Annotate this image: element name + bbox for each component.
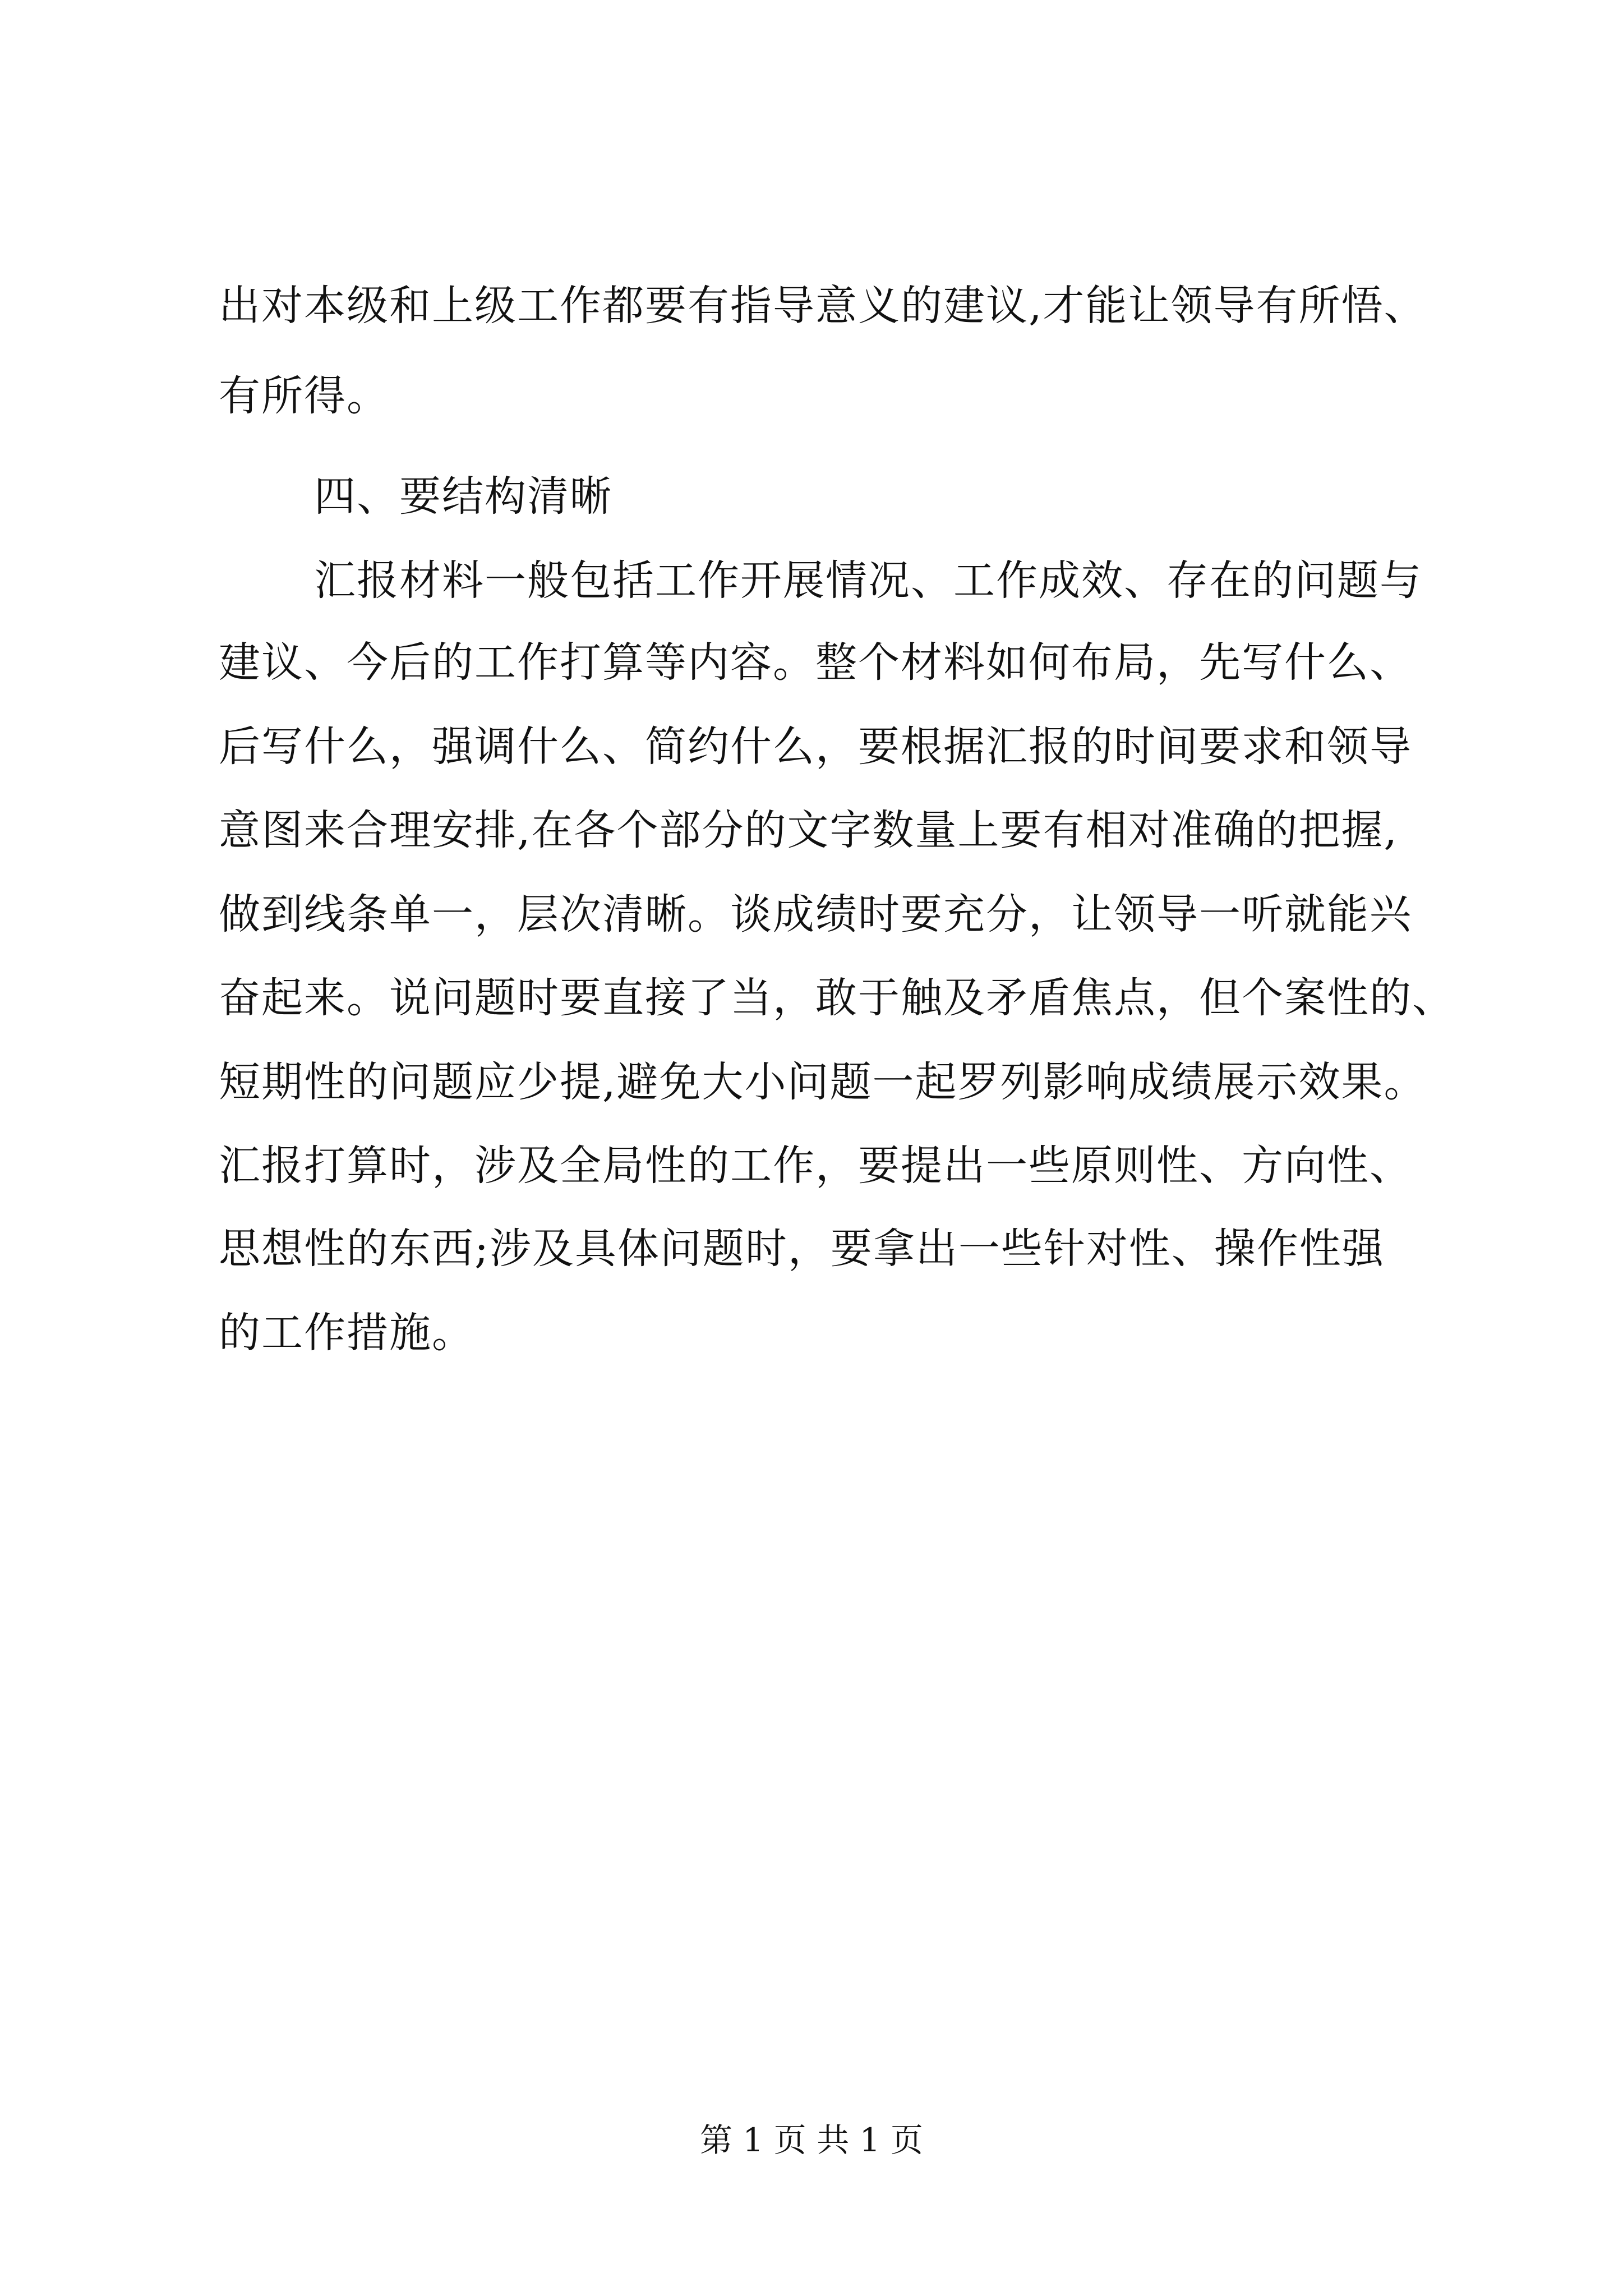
paragraph-line: 建议、今后的工作打算等内容。整个材料如何布局，先写什么、 [219,638,1412,687]
section-heading: 四、要结构清晰 [314,472,612,521]
paragraph-line: 出对本级和上级工作都要有指导意义的建议,才能让领导有所悟、 [219,282,1427,330]
paragraph-line: 汇报打算时，涉及全局性的工作，要提出一些原则性、方向性、 [219,1142,1412,1190]
paragraph-line: 奋起来。说问题时要直接了当，敢于触及矛盾焦点，但个案性的、 [219,974,1455,1022]
paragraph-line: 意图来合理安排,在各个部分的文字数量上要有相对准确的把握, [219,806,1399,854]
paragraph-line: 做到线条单一，层次清晰。谈成绩时要充分，让领导一听就能兴 [219,890,1412,938]
page-footer: 第 1 页 共 1 页 [700,2121,923,2159]
paragraph-line: 后写什么，强调什么、简约什么，要根据汇报的时间要求和领导 [219,723,1412,771]
paragraph-line: 有所得。 [219,372,389,420]
paragraph-line: 汇报材料一般包括工作开展情况、工作成效、存在的问题与 [314,556,1422,605]
paragraph-line: 短期性的问题应少提,避免大小问题一起罗列影响成绩展示效果。 [219,1058,1427,1106]
paragraph-line: 思想性的东西;涉及具体问题时，要拿出一些针对性、操作性强 [219,1225,1385,1273]
paragraph-line: 的工作措施。 [219,1309,474,1357]
